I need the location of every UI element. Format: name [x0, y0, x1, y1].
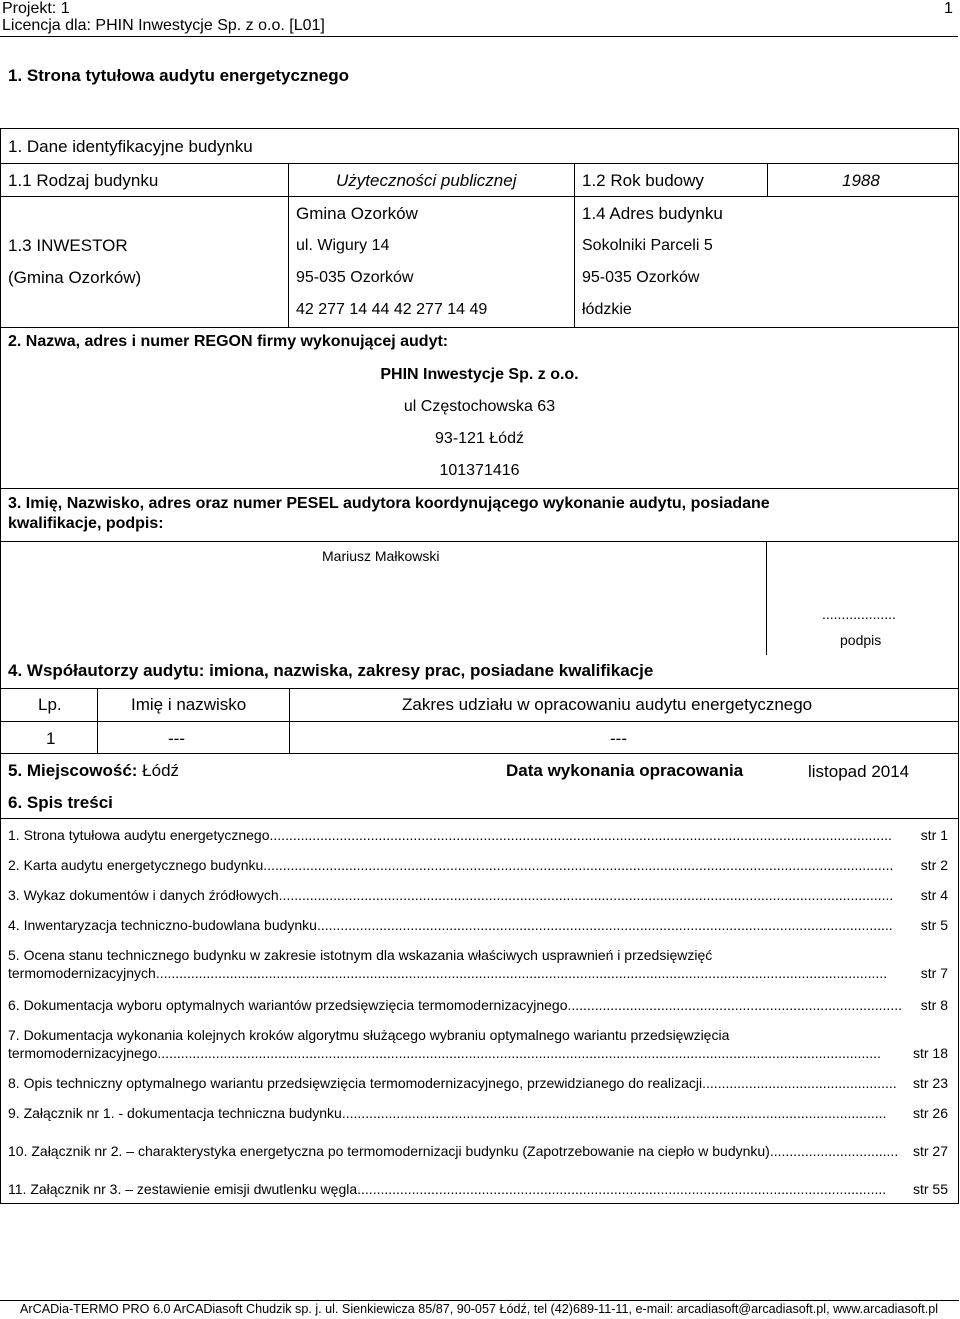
address-label: 1.4 Adres budynku: [582, 204, 723, 223]
build-year-label: 1.2 Rok budowy: [582, 171, 704, 190]
toc-item: [8, 946, 948, 982]
toc-item-text-continued: termomodernizacyjnych: [8, 965, 156, 981]
toc-leader-dots: ................................................................................................................................................................: [269, 827, 892, 843]
section2-heading: 2. Nazwa, adres i numer REGON firmy wykonującej audyt:: [8, 333, 449, 350]
company-street: ul Częstochowska 63: [403, 398, 556, 415]
toc-item: [8, 916, 948, 934]
toc-item: [8, 1074, 948, 1092]
toc-item-page: str 1: [920, 827, 948, 843]
toc-item-page: str 26: [912, 1105, 948, 1121]
toc-item: [8, 996, 948, 1014]
toc-leader-dots: ......................................................................................: [567, 997, 902, 1013]
toc-leader-dots: ..................................................: [702, 1075, 897, 1091]
toc-item: [8, 1142, 948, 1160]
toc-item-text-continued: termomodernizacyjnego: [8, 1045, 158, 1061]
header-divider: [0, 36, 958, 37]
section6-heading: 6. Spis treści: [8, 793, 113, 812]
toc-item-page: str 18: [912, 1045, 948, 1061]
coauthor-row-lp: 1: [46, 729, 56, 748]
section4-heading: 4. Współautorzy audytu: imiona, nazwiska, zakresy prac, posiadane kwalifikacje: [8, 661, 654, 680]
company-name: PHIN Inwestycje Sp. z o.o.: [380, 366, 579, 383]
investor-label: 1.3 INWESTOR: [8, 236, 128, 255]
toc-leader-dots: ..................................................................................................................................................................: [263, 857, 894, 873]
toc-item-text: 6. Dokumentacja wyboru optymalnych wariantów przedsięwzięcia termomodernizacyjnego: [8, 997, 568, 1013]
toc-item-page: str 55: [912, 1181, 948, 1197]
investor-line-4: 42 277 14 44 42 277 14 49: [296, 301, 488, 318]
toc-item-text: 5. Ocena stanu technicznego budynku w zakresie istotnym dla wskazania właściwych usprawnień i przedsięwzięć: [8, 947, 713, 963]
toc-leader-dots: .......................................................................................................................................: [361, 1181, 887, 1197]
date-label: Data wykonania opracowania: [506, 761, 744, 780]
company-city: 93-121 Łódź: [435, 430, 524, 447]
date-value: listopad 2014: [808, 762, 910, 781]
page-number: 1: [944, 0, 953, 17]
toc-item-page: str 4: [920, 887, 948, 903]
toc-item-page: str 2: [920, 857, 948, 873]
section5-place: [8, 761, 179, 781]
toc-item-text: 11. Załącznik nr 3. – zestawienie emisji dwutlenku węgla.: [8, 1181, 362, 1197]
section1-heading: 1. Dane identyfikacyjne budynku: [8, 137, 253, 156]
toc-item-text: 1. Strona tytułowa audytu energetycznego: [8, 827, 270, 843]
license-label: Licencja dla: PHIN Inwestycje Sp. z o.o. [L01]: [2, 17, 325, 34]
toc-item-text: 7. Dokumentacja wykonania kolejnych kroków algorytmu służącego wybraniu optymalnego wariantu przedsięwzięcia: [8, 1027, 730, 1043]
company-regon: 101371416: [439, 462, 520, 479]
toc-item-page: str 23: [912, 1075, 948, 1091]
toc-item: [8, 1026, 948, 1062]
toc-leader-dots: .................................: [769, 1143, 899, 1159]
col-lp-header: Lp.: [38, 695, 62, 714]
page-title: 1. Strona tytułowa audytu energetycznego: [8, 66, 350, 85]
toc-leader-dots: ..............................................................................................................................................................: [278, 887, 894, 903]
toc-item: [8, 856, 948, 874]
toc-item-page: str 5: [920, 917, 948, 933]
toc-leader-dots: ....................................................................................................................................................: [316, 917, 893, 933]
investor-line-2: ul. Wigury 14: [296, 237, 390, 254]
footer-text: ArCADia-TERMO PRO 6.0 ArCADiasoft Chudzik sp. j. ul. Sienkiewicza 85/87, 90-057 Łódź, tel (42)689-11-11, e-mail: arcadiasoft@arcadiasoft.pl, www.arcadiasoft.pl: [20, 1302, 939, 1316]
address-line-2: 95-035 Ozorków: [582, 269, 700, 286]
section3-heading-line1: 3. Imię, Nazwisko, adres oraz numer PESEL audytora koordynującego wykonanie audytu, posiadane: [8, 495, 770, 512]
coauthor-row-name: ---: [168, 729, 185, 748]
signature-label: podpis: [840, 632, 882, 648]
building-type-label: 1.1 Rodzaj budynku: [8, 171, 159, 190]
address-line-1: Sokolniki Parceli 5: [582, 237, 713, 254]
toc-leader-dots: ...........................................................................................................................................: [345, 1105, 887, 1121]
place-label: 5. Miejscowość:: [8, 761, 138, 780]
toc-item-page: str 27: [912, 1143, 948, 1159]
toc-item-text: 4. Inwentaryzacja techniczno-budowlana budynku: [8, 917, 317, 933]
signature-dots: ...................: [822, 606, 896, 622]
toc-item: [8, 1104, 948, 1122]
toc-item-text: 9. Załącznik nr 1. - dokumentacja techniczna budynku.: [8, 1105, 346, 1121]
build-year-value: 1988: [842, 171, 880, 190]
toc-item-text: 3. Wykaz dokumentów i danych źródłowych: [8, 887, 279, 903]
col-scope-header: Zakres udziału w opracowaniu audytu energetycznego: [402, 695, 813, 714]
toc-item: [8, 826, 948, 844]
project-label: Projekt: 1: [2, 0, 70, 17]
toc-item-page: str 8: [920, 997, 948, 1013]
toc-item-text: 2. Karta audytu energetycznego budynku: [8, 857, 264, 873]
toc-item-page: str 7: [920, 965, 948, 981]
toc-item: [8, 886, 948, 904]
toc-item-text: 8. Opis techniczny optymalnego wariantu przedsięwzięcia termomodernizacyjnego, przewidzianego do realizacji: [8, 1075, 703, 1091]
investor-sub-label: (Gmina Ozorków): [8, 268, 142, 287]
investor-line-1: Gmina Ozorków: [296, 204, 418, 223]
toc-leader-dots: ..........................................................................................................................................................................................: [157, 1045, 881, 1061]
auditor-name: Mariusz Małkowski: [322, 548, 440, 564]
toc-leader-dots: ............................................................................................................................................................................................: [155, 965, 888, 981]
toc-item-text: 10. Załącznik nr 2. – charakterystyka energetyczna po termomodernizacji budynku (Zapotrzebowanie na ciepło w budynku): [8, 1143, 770, 1159]
section3-heading-line2: kwalifikacje, podpis:: [8, 515, 164, 532]
address-line-3: łódzkie: [582, 301, 632, 318]
toc-item: [8, 1180, 948, 1198]
building-type-value: Użyteczności publicznej: [336, 171, 517, 190]
coauthor-row-scope: ---: [610, 729, 627, 748]
place-value: Łódź: [142, 761, 180, 780]
col-name-header: Imię i nazwisko: [131, 695, 247, 714]
investor-line-3: 95-035 Ozorków: [296, 269, 414, 286]
